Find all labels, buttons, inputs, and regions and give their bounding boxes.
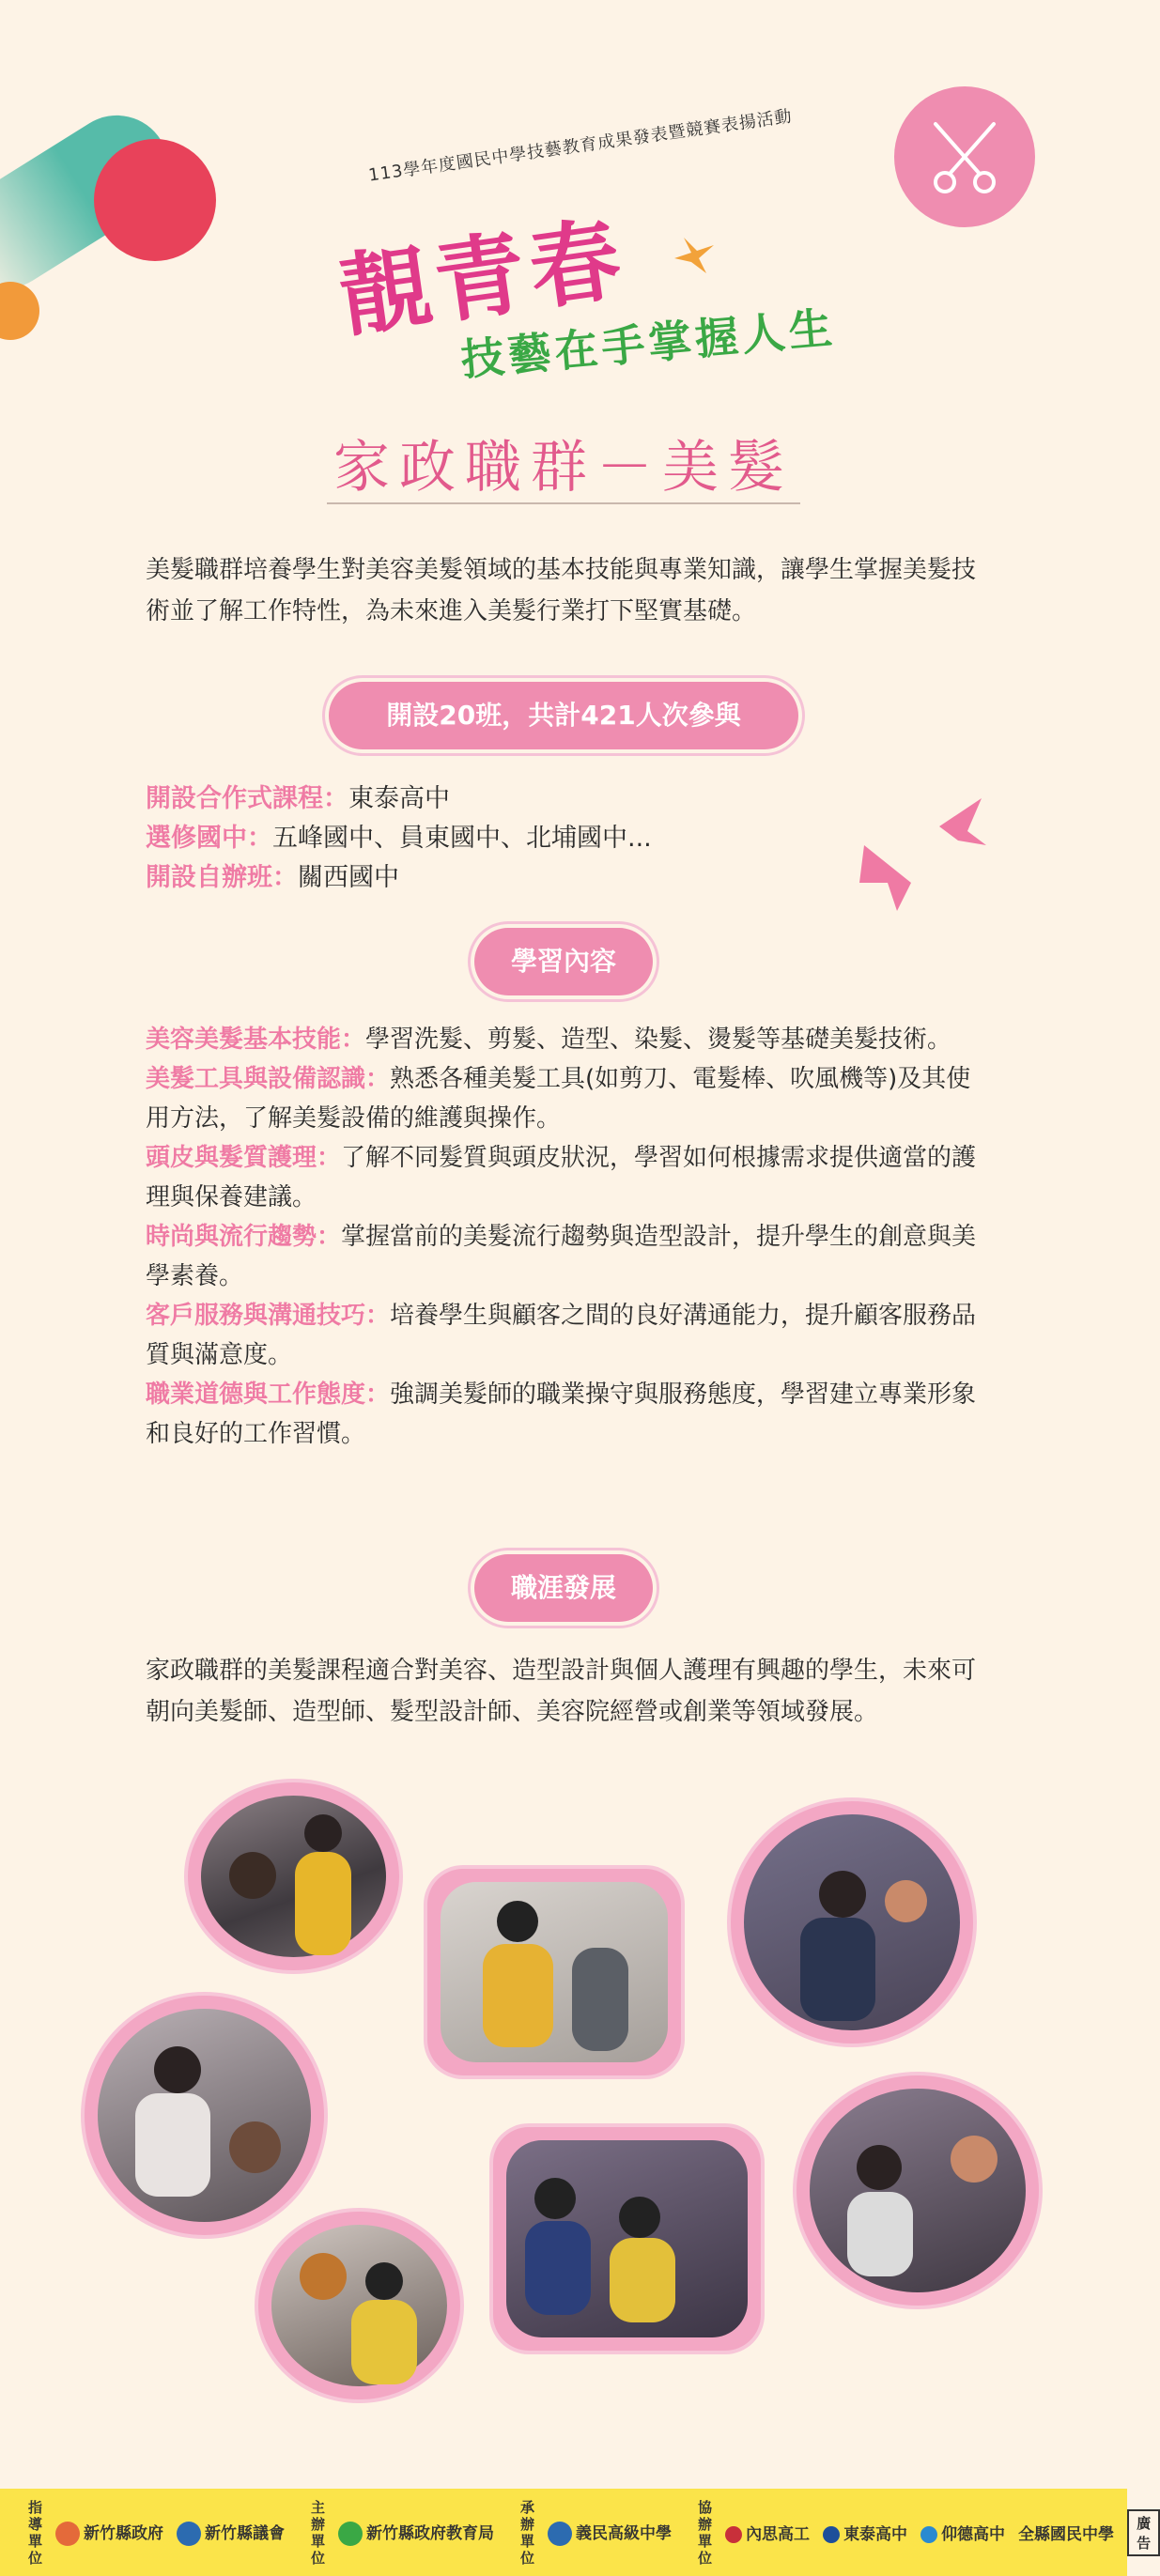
career-paragraph: 家政職群的美髮課程適合對美容、造型設計與個人護理有興趣的學生，未來可朝向美髮師、造型師、髮型設計師、美容院經營或創業等領域發展。 — [146, 1657, 977, 1726]
list-item — [146, 1059, 986, 1138]
brand-title: 靚青春 — [333, 205, 633, 350]
item-key: 職業道德與工作態度： — [146, 1381, 391, 1409]
item-key: 美髮工具與設備認識： — [146, 1065, 391, 1093]
learning-list — [146, 1020, 986, 1454]
brand-slogan: 技藝在手掌握人生 — [458, 301, 838, 386]
item-value: 培養學生與顧客之間的良好溝通能力，提升顧客服務品質與滿意度。 — [146, 1302, 977, 1369]
school-key: 開設自辦班： — [146, 863, 298, 892]
host-label: 主辦單位 — [311, 2498, 326, 2567]
co-org: 東泰高中 — [823, 2521, 907, 2544]
item-key: 時尚與流行趨勢： — [146, 1223, 342, 1251]
list-item — [146, 1138, 986, 1217]
list-item — [146, 1375, 986, 1454]
class-photo — [493, 2127, 761, 2351]
career-title-pill: 職涯發展 — [474, 1554, 653, 1622]
organizer-org: 義民高級中學 — [548, 2520, 672, 2546]
title-divider — [327, 502, 800, 504]
co-org: 內思高工 — [725, 2521, 810, 2544]
school-logo-icon — [920, 2526, 937, 2543]
school-logo-icon — [725, 2526, 742, 2543]
school-row — [146, 779, 450, 819]
stats-pill: 開設20班，共計421人次參與 — [329, 682, 798, 749]
intro-paragraph: 美髮職群培養學生對美容美髮領域的基本技能與專業知識，讓學生掌握美髮技術並了解工作特性，為未來進入美髮行業打下堅實基礎。 — [146, 556, 977, 625]
class-photo — [258, 2212, 460, 2399]
item-key: 頭皮與髮質護理： — [146, 1144, 342, 1172]
sparkle-icon — [665, 230, 721, 277]
sponsor-footer — [0, 2489, 1152, 2576]
item-value: 了解不同髮質與頭皮狀況，學習如何根據需求提供適當的護理與保養建議。 — [146, 1144, 977, 1211]
item-key: 客戶服務與溝通技巧： — [146, 1302, 391, 1330]
orange-ball-decoration — [0, 282, 39, 340]
school-value: 東泰高中 — [348, 784, 450, 813]
guide-org: 新竹縣政府 — [55, 2520, 163, 2546]
guide-org: 新竹縣議會 — [177, 2520, 285, 2546]
item-key: 美容美髮基本技能： — [146, 1026, 366, 1054]
school-logo-icon — [823, 2526, 840, 2543]
school-row — [146, 858, 399, 898]
class-photo — [731, 1801, 973, 2044]
school-row — [146, 819, 652, 858]
council-logo-icon — [177, 2522, 201, 2546]
school-key: 選修國中： — [146, 824, 272, 853]
guide-label: 指導單位 — [28, 2498, 43, 2567]
school-value: 五峰國中、員東國中、北埔國中... — [272, 824, 652, 853]
county-logo-icon — [55, 2522, 80, 2546]
education-bureau-logo-icon — [338, 2522, 363, 2546]
class-photo — [188, 1782, 399, 1970]
event-caption: 113學年度國民中學技藝教育成果發表暨競賽表揚活動 — [367, 106, 794, 186]
scissors-icon — [894, 86, 1035, 227]
list-item — [146, 1020, 986, 1059]
class-photo — [427, 1869, 681, 2075]
item-value: 強調美髮師的職業操守與服務態度，學習建立專業形象和良好的工作習慣。 — [146, 1381, 977, 1448]
organizer-label: 承辦單位 — [520, 2498, 535, 2567]
ad-tag: 廣告 — [1127, 2509, 1160, 2556]
item-value: 熟悉各種美髮工具(如剪刀、電髮棒、吹風機等)及其使用方法，了解美髮設備的維護與操作。 — [146, 1065, 971, 1133]
co-label: 協辦單位 — [698, 2498, 713, 2567]
learning-title-pill: 學習內容 — [474, 928, 653, 995]
list-item — [146, 1217, 986, 1296]
yimin-logo-icon — [548, 2522, 572, 2546]
item-value: 學習洗髮、剪髮、造型、染髮、燙髮等基礎美髮技術。 — [365, 1026, 952, 1054]
list-item — [146, 1296, 986, 1375]
birds-icon — [855, 789, 996, 930]
class-photo — [85, 1996, 324, 2235]
co-org: 仰德高中 — [920, 2521, 1005, 2544]
section-title: 家政職群－美髮 — [333, 435, 794, 501]
red-ball-decoration — [94, 139, 216, 261]
school-key: 開設合作式課程： — [146, 784, 348, 813]
co-org: 全縣國民中學 — [1018, 2525, 1115, 2544]
school-value: 關西國中 — [298, 863, 399, 892]
class-photo — [797, 2075, 1039, 2306]
item-value: 掌握當前的美髮流行趨勢與造型設計，提升學生的創意與美學素養。 — [146, 1223, 977, 1290]
host-org: 新竹縣政府教育局 — [338, 2520, 494, 2546]
